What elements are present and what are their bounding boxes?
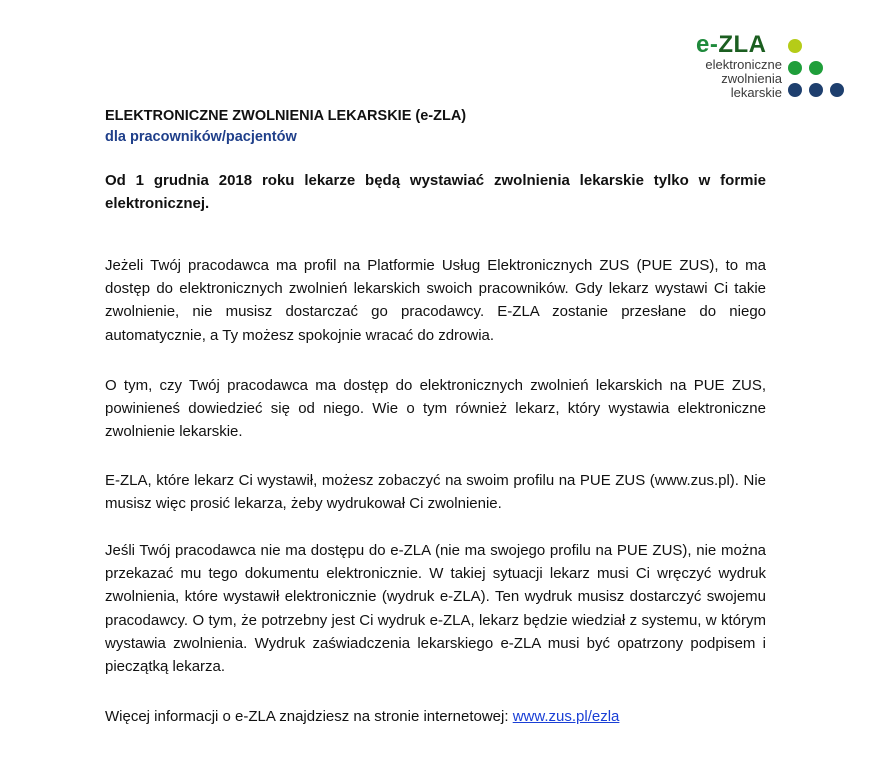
e-zla-logo [672,32,852,102]
logo-title [696,32,767,58]
paragraph-3: E-ZLA, które lekarz Ci wystawił, możesz zobaczyć na swoim profilu na PUE ZUS (www.zus.pl). Nie musisz więc prosić lekarza, żeby wydrukował Ci zwolnienie. [105,472,766,513]
logo-line-2: zwolnienia [721,71,782,86]
paragraph-2: O tym, czy Twój pracodawca ma dostęp do elektronicznych zwolnień lekarskich na PUE ZUS, powinieneś dowiedzieć się od niego. Wie o tym również lekarz, który wystawia elektroniczne zwolnienie lekarskie. [105,377,766,441]
more-info-text: Więcej informacji o e-ZLA znajdziesz na stronie internetowej: [105,708,513,725]
logo-dot-navy-2 [809,83,823,97]
paragraph-4: Jeśli Twój pracodawca nie ma dostępu do e-ZLA (nie ma swojego profilu na PUE ZUS), nie można przekazać mu tego dokumentu elektronicznie. W takiej sytuacji lekarz musi Ci wręczyć wydruk zwolnienia, które wystawił elektronicznie (wydruk e-ZLA). Ten wydruk musisz dostarczyć swojemu pracodawcy. O tym, że potrzebny jest Ci wydruk e-ZLA, lekarz będzie wiedział z systemu, w którym wystawia zwolnienia. Wydruk zaświadczenia lekarskiego e-ZLA musi być opatrzony podpisem i pieczątką lekarza. [105,542,766,676]
more-info-paragraph [105,705,766,728]
paragraph-1: Jeżeli Twój pracodawca ma profil na Platformie Usług Elektronicznych ZUS (PUE ZUS), to ma dostęp do elektronicznych zwolnień lekarskich swoich pracowników. Gdy lekarz wystawi Ci takie zwolnienie, nie musisz dostarczać go pracodawcy. E-ZLA zostanie przesłane do niego automatycznie, a Ty możesz spokojnie wracać do zdrowia. [105,257,766,344]
logo-brand-zla: ZLA [718,31,767,58]
logo-line-3: lekarskie [730,85,782,100]
logo-brand-e: e [696,31,710,58]
logo-dot-green-1 [788,61,802,75]
logo-line-1: elektroniczne [705,57,782,72]
logo-dot-navy-3 [830,83,844,97]
document-subtitle: dla pracowników/pacjentów [105,129,297,145]
logo-dot-navy-1 [788,83,802,97]
logo-brand-dash: - [709,31,719,58]
document-title: ELEKTRONICZNE ZWOLNIENIA LEKARSKIE (e-ZLA) [105,108,467,124]
lead-paragraph: Od 1 grudnia 2018 roku lekarze będą wystawiać zwolnienia lekarskie tylko w formie elektronicznej. [105,172,766,213]
logo-dot-green-2 [809,61,823,75]
logo-dot-light-green [788,39,802,53]
ezla-link[interactable]: www.zus.pl/ezla [512,708,620,725]
